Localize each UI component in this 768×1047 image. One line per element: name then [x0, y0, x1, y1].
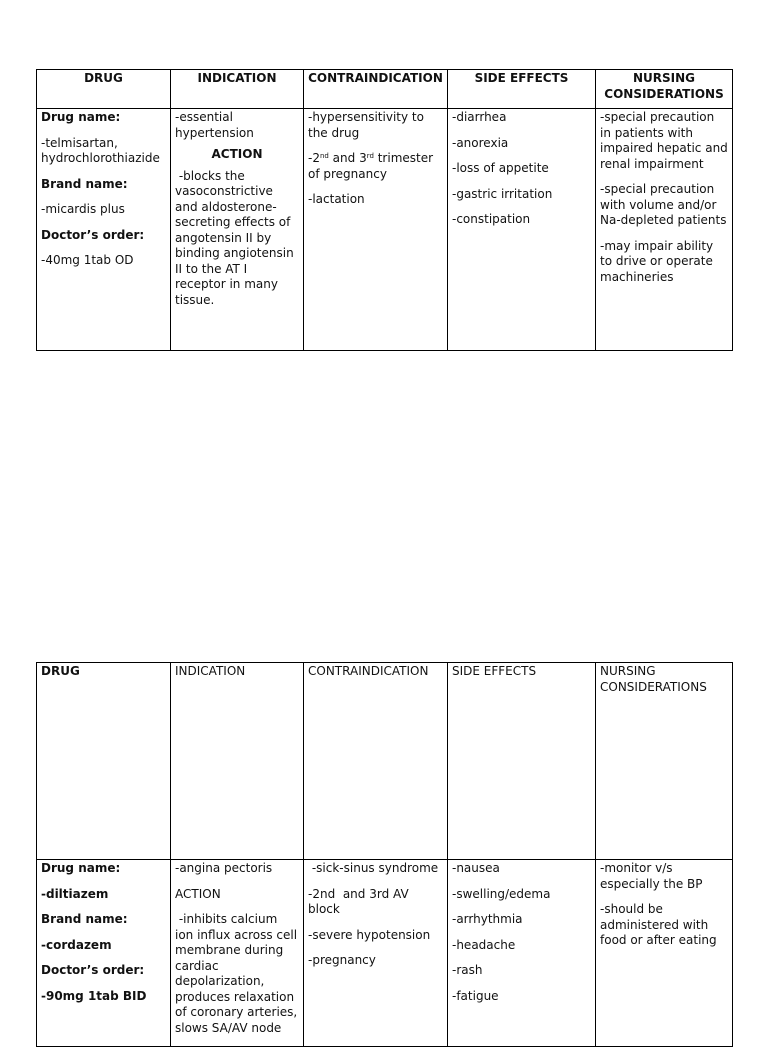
contraindication-item: -lactation	[308, 192, 365, 206]
brand-name-value: -micardis plus	[41, 202, 125, 216]
header-indication: INDICATION	[171, 663, 304, 860]
action-text: -inhibits calcium ion influx across cell membrane during cardiac depolarization, produces relaxation of coronary arteries, slows SA/AV node	[175, 912, 302, 1035]
side-effect-item: -headache	[452, 937, 516, 952]
side-effect-item: -fatigue	[452, 988, 499, 1003]
drug-table-diltiazem	[36, 662, 733, 1047]
header-contraindication: CONTRAINDICATION	[304, 70, 448, 109]
contraindication-cell	[304, 860, 448, 1047]
table-header-row	[37, 663, 733, 860]
drug-table-telmisartan	[36, 69, 733, 351]
indication-text: -essential hypertension	[175, 110, 254, 140]
contraindication-item: -2nd and 3rd trimester of pregnancy	[308, 151, 437, 181]
nursing-item: -special precaution with volume and/or Na-depleted patients	[600, 182, 727, 227]
contraindication-cell	[304, 109, 448, 351]
brand-name-label: Brand name:	[41, 176, 128, 191]
doctors-order-value: -40mg 1tab OD	[41, 253, 134, 267]
drug-name-value: -diltiazem	[41, 886, 109, 901]
contraindication-item: -hypersensitivity to the drug	[308, 110, 424, 140]
nursing-item: -special precaution in patients with impaired hepatic and renal impairment	[600, 110, 728, 171]
brand-name-value: -cordazem	[41, 937, 112, 952]
table-header-row	[37, 70, 733, 109]
drug-name-label: Drug name:	[41, 110, 121, 124]
brand-name-label: Brand name:	[41, 912, 128, 926]
contraindication-item: -pregnancy	[308, 953, 376, 967]
side-effect-item: -anorexia	[452, 135, 509, 150]
table-row	[37, 860, 733, 1047]
indication-cell	[171, 860, 304, 1047]
indication-cell	[171, 109, 304, 351]
contraindication-item: -2nd and 3rd AV block	[308, 886, 413, 916]
side-effect-item: -constipation	[452, 212, 531, 226]
drug-name-value: -telmisartan, hydrochlorothiazide	[41, 135, 160, 165]
contraindication-item: -sick-sinus syndrome	[308, 861, 439, 875]
indication-text: -angina pectoris	[175, 861, 273, 875]
doctors-order-label: Doctor’s order:	[41, 227, 145, 242]
drug-cell	[37, 109, 171, 351]
action-label: ACTION	[211, 147, 263, 161]
header-side-effects: SIDE EFFECTS	[448, 663, 596, 860]
side-effect-item: -gastric irritation	[452, 186, 553, 201]
contraindication-item: -severe hypotension	[308, 927, 431, 942]
side-effect-item: -rash	[452, 963, 483, 977]
header-indication: INDICATION	[171, 70, 304, 109]
action-label: ACTION	[175, 886, 221, 901]
drug-name-label: Drug name:	[41, 861, 121, 875]
side-effect-item: -diarrhea	[452, 110, 507, 124]
side-effect-item: -swelling/edema	[452, 886, 551, 901]
action-text: -blocks the vasoconstrictive and aldosterone-secreting effects of angotensin II by binding angiotensin II to the AT I receptor in many tissue.	[175, 168, 298, 307]
doctors-order-label: Doctor’s order:	[41, 963, 145, 977]
doctors-order-value: -90mg 1tab BID	[41, 988, 147, 1003]
side-effect-item: -arrhythmia	[452, 912, 523, 926]
header-side-effects: SIDE EFFECTS	[448, 70, 596, 109]
drug-cell	[37, 860, 171, 1047]
nursing-considerations-cell	[596, 860, 733, 1047]
header-drug: DRUG	[37, 70, 171, 109]
side-effect-item: -loss of appetite	[452, 161, 549, 175]
header-nursing-considerations: NURSING CONSIDERATIONS	[596, 663, 733, 860]
nursing-item: -should be administered with food or after eating	[600, 902, 717, 947]
nursing-item: -may impair ability to drive or operate machineries	[600, 238, 714, 284]
table-row	[37, 109, 733, 351]
side-effects-cell	[448, 109, 596, 351]
header-contraindication: CONTRAINDICATION	[304, 663, 448, 860]
header-drug: DRUG	[37, 663, 171, 860]
nursing-considerations-cell	[596, 109, 733, 351]
nursing-item: -monitor v/s especially the BP	[600, 861, 703, 891]
header-nursing-considerations: NURSING CONSIDERATIONS	[596, 70, 733, 109]
side-effect-item: -nausea	[452, 861, 500, 875]
side-effects-cell	[448, 860, 596, 1047]
